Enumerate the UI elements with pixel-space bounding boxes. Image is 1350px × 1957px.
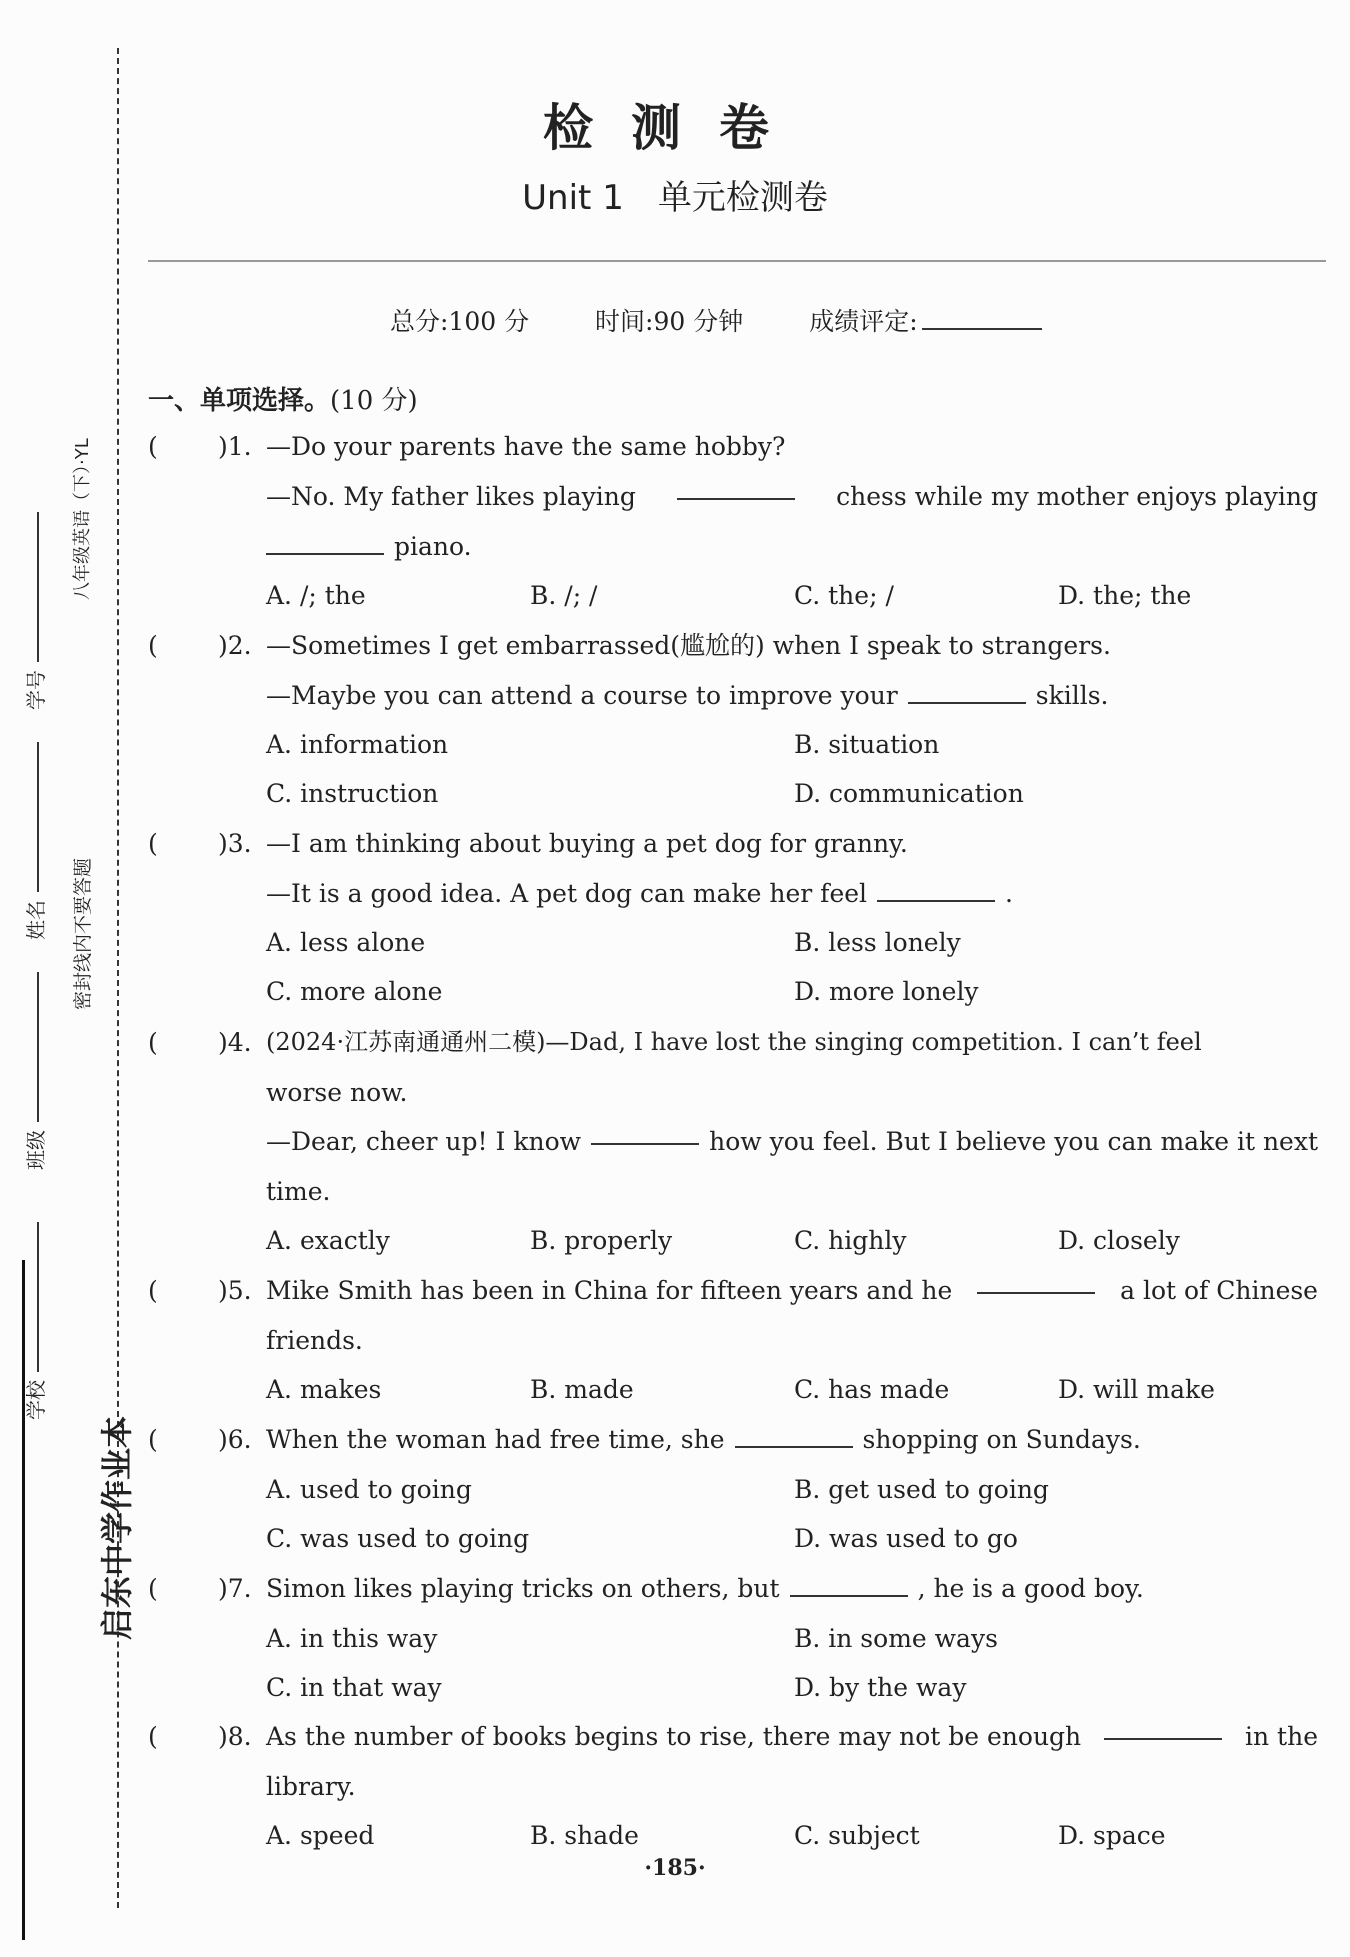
stem-text: how you feel. But I believe you can make it next	[709, 1127, 1318, 1156]
question-8	[148, 1712, 1318, 1862]
question-number: )8.	[218, 1722, 252, 1751]
stem-text: As the number of books begins to rise, there may not be enough	[266, 1722, 1082, 1751]
question-line: friends.	[266, 1326, 363, 1355]
question-line	[266, 472, 1318, 521]
question-stem: —I am thinking about buying a pet dog for granny.	[266, 829, 908, 858]
option-a[interactable]: A. information	[266, 730, 449, 759]
option-b[interactable]: B. situation	[794, 730, 940, 759]
stem-text: When the woman had free time, she	[266, 1425, 725, 1454]
question-2	[148, 621, 1318, 821]
total-score: 总分:100 分	[390, 307, 530, 336]
option-a[interactable]: A. /; the	[266, 581, 366, 610]
seal-notice: 密封线内不要答题	[72, 857, 94, 1010]
option-d[interactable]: D. was used to go	[794, 1524, 1018, 1553]
question-line: time.	[266, 1177, 331, 1206]
option-c[interactable]: C. subject	[794, 1821, 920, 1850]
question-number: )7.	[218, 1574, 252, 1603]
question-6	[148, 1415, 1318, 1565]
question-stem	[266, 1266, 1318, 1315]
question-line: library.	[266, 1772, 356, 1801]
stem-text: —Maybe you can attend a course to improve your	[266, 681, 898, 710]
stem-text: , he is a good boy.	[917, 1574, 1144, 1603]
option-c[interactable]: C. the; /	[794, 581, 894, 610]
option-d[interactable]: D. space	[1058, 1821, 1166, 1850]
answer-blank[interactable]	[977, 1266, 1095, 1294]
page-title: 检测卷	[543, 99, 807, 157]
option-b[interactable]: B. properly	[530, 1226, 673, 1255]
section-heading: 一、单项选择。(10 分)	[148, 386, 418, 416]
question-number: )2.	[218, 631, 252, 660]
question-3	[148, 819, 1318, 1019]
stem-text: —Dear, cheer up! I know	[266, 1127, 582, 1156]
answer-blank[interactable]	[908, 676, 1026, 704]
score-info	[390, 302, 1100, 338]
option-d[interactable]: D. by the way	[794, 1673, 967, 1702]
question-line	[266, 869, 1318, 918]
answer-blank[interactable]	[735, 1420, 853, 1448]
stem-text: in the	[1245, 1722, 1318, 1751]
question-stem	[266, 1712, 1318, 1761]
option-c[interactable]: C. highly	[794, 1226, 907, 1255]
answer-blank[interactable]	[1104, 1712, 1222, 1740]
stem-text: Mike Smith has been in China for fifteen years and he	[266, 1276, 953, 1305]
option-a[interactable]: A. speed	[266, 1821, 375, 1850]
grade-label: 成绩评定:	[809, 307, 918, 336]
question-stem: —Do your parents have the same hobby?	[266, 432, 786, 461]
answer-paren[interactable]: (	[148, 1276, 158, 1305]
question-stem	[266, 1415, 1318, 1464]
header-divider	[148, 260, 1326, 262]
question-1	[148, 422, 1318, 622]
answer-paren[interactable]: (	[148, 432, 158, 461]
answer-paren[interactable]: (	[148, 1722, 158, 1751]
option-d[interactable]: D. closely	[1058, 1226, 1180, 1255]
stem-text: .	[1005, 879, 1013, 908]
answer-paren[interactable]: (	[148, 829, 158, 858]
publisher-label: 启东中学作业本	[98, 1415, 136, 1640]
question-number: )6.	[218, 1425, 252, 1454]
question-stem: —Sometimes I get embarrassed(尴尬的) when I speak to strangers.	[266, 631, 1111, 660]
option-a[interactable]: A. less alone	[266, 928, 426, 957]
answer-blank[interactable]	[677, 472, 795, 500]
option-b[interactable]: B. in some ways	[794, 1624, 998, 1653]
stem-text: chess while my mother enjoys playing	[836, 482, 1318, 511]
stem-text: Simon likes playing tricks on others, but	[266, 1574, 780, 1603]
question-number: )3.	[218, 829, 252, 858]
option-b[interactable]: B. less lonely	[794, 928, 961, 957]
option-b[interactable]: B. /; /	[530, 581, 598, 610]
option-a[interactable]: A. used to going	[266, 1475, 472, 1504]
question-line	[266, 671, 1318, 720]
answer-blank[interactable]	[877, 874, 995, 902]
question-number: )5.	[218, 1276, 252, 1305]
option-a[interactable]: A. in this way	[266, 1624, 438, 1653]
stem-text: shopping on Sundays.	[862, 1425, 1141, 1454]
class-field[interactable]: 班级	[20, 972, 49, 1170]
answer-blank[interactable]	[266, 527, 384, 555]
question-line	[266, 522, 1318, 571]
name-field[interactable]: 姓名	[20, 742, 49, 940]
student-id-field[interactable]: 学号	[20, 512, 49, 710]
answer-blank[interactable]	[790, 1569, 908, 1597]
option-c[interactable]: C. has made	[794, 1375, 950, 1404]
page-subtitle: Unit 1 单元检测卷	[522, 178, 828, 218]
option-c[interactable]: C. more alone	[266, 977, 443, 1006]
answer-paren[interactable]: (	[148, 631, 158, 660]
option-c[interactable]: C. instruction	[266, 779, 439, 808]
stem-text: —No. My father likes playing	[266, 482, 636, 511]
question-number: )1.	[218, 432, 252, 461]
option-d[interactable]: D. more lonely	[794, 977, 979, 1006]
question-stem	[266, 1564, 1318, 1613]
question-7	[148, 1564, 1318, 1714]
stem-text: piano.	[394, 532, 472, 561]
answer-paren[interactable]: (	[148, 1425, 158, 1454]
question-number: )4.	[218, 1028, 252, 1057]
grade-blank[interactable]	[922, 302, 1042, 330]
stem-text: —It is a good idea. A pet dog can make her feel	[266, 879, 868, 908]
time-limit: 时间:90 分钟	[595, 307, 744, 336]
option-d[interactable]: D. will make	[1058, 1375, 1215, 1404]
option-a[interactable]: A. makes	[266, 1375, 382, 1404]
question-5	[148, 1266, 1318, 1416]
option-b[interactable]: B. made	[530, 1375, 634, 1404]
option-d[interactable]: D. communication	[794, 779, 1024, 808]
option-d[interactable]: D. the; the	[1058, 581, 1192, 610]
option-c[interactable]: C. was used to going	[266, 1524, 530, 1553]
school-field[interactable]: 学校	[20, 1222, 49, 1420]
question-line	[266, 1117, 1318, 1166]
option-b[interactable]: B. get used to going	[794, 1475, 1049, 1504]
question-line: worse now.	[266, 1078, 408, 1107]
answer-paren[interactable]: (	[148, 1574, 158, 1603]
option-c[interactable]: C. in that way	[266, 1673, 442, 1702]
option-b[interactable]: B. shade	[530, 1821, 639, 1850]
book-label: 八年级英语（下）·YL	[72, 438, 93, 600]
stem-text: skills.	[1035, 681, 1109, 710]
question-4	[148, 1018, 1318, 1268]
page-number: ·185·	[644, 1855, 706, 1881]
answer-blank[interactable]	[591, 1117, 699, 1145]
answer-paren[interactable]: (	[148, 1028, 158, 1057]
option-a[interactable]: A. exactly	[266, 1226, 390, 1255]
stem-text: a lot of Chinese	[1120, 1276, 1318, 1305]
question-stem: (2024·江苏南通通州二模)—Dad, I have lost the singing competition. I can’t feel	[266, 1028, 1202, 1056]
